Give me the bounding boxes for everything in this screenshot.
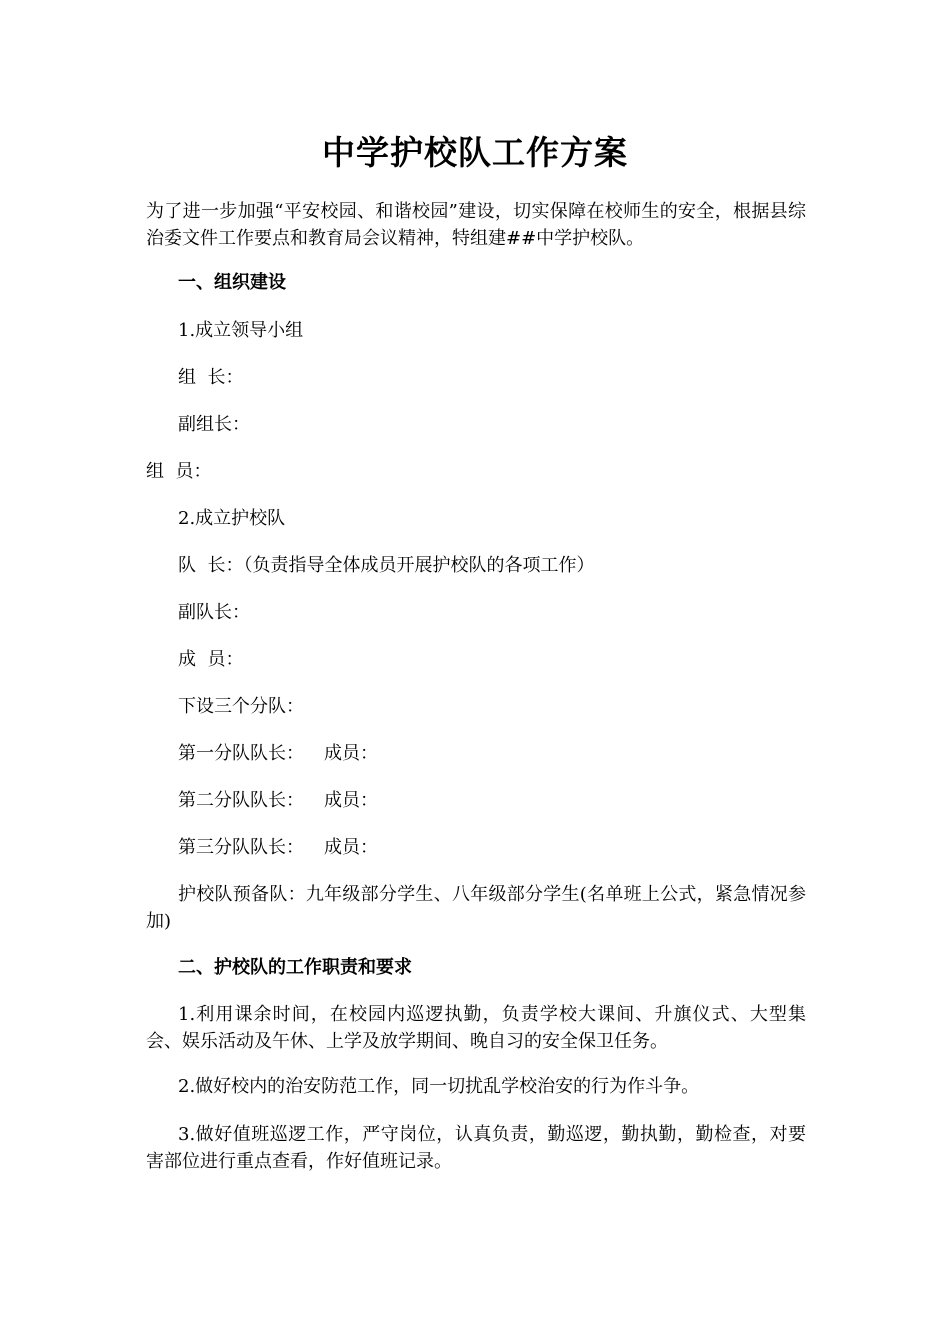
section1-heading: 一、组织建设: [178, 272, 286, 293]
document-title: 中学护校队工作方案: [322, 133, 628, 172]
section2-heading: 二、护校队的工作职责和要求: [178, 957, 412, 978]
duty-3-paragraph: 3.做好值班巡逻工作，严守岗位，认真负责，勤巡逻，勤执勤，勤检查，对要害部位进行重点查看，作好值班记录。: [146, 1124, 806, 1172]
duty-1-paragraph: 1.利用课余时间，在校园内巡逻执勤，负责学校大课间、升旗仪式、大型集会、娱乐活动及午休、上学及放学期间、晚自习的安全保卫任务。: [146, 1004, 806, 1052]
subteam-1-captain: 第一分队队长：: [178, 743, 304, 764]
subteams-intro: 下设三个分队：: [178, 696, 304, 717]
leader-field: 组 长：: [178, 367, 244, 388]
subteam-3-members: 成员：: [324, 837, 378, 858]
subteam-3-line: [178, 835, 378, 861]
subteam-2-captain: 第二分队队长：: [178, 790, 304, 811]
duty-2-paragraph: 2.做好校内的治安防范工作，同一切扰乱学校治安的行为作斗争。: [178, 1076, 700, 1097]
deputy-leader-field: 副组长：: [178, 414, 250, 435]
subteam-3-captain: 第三分队队长：: [178, 837, 304, 858]
subteam-2-members: 成员：: [324, 790, 378, 811]
team-members-field: 成 员：: [178, 649, 244, 670]
item-leadership-group: 1.成立领导小组: [178, 320, 304, 341]
item-patrol-team: 2.成立护校队: [178, 508, 286, 529]
captain-field: 队 长：（负责指导全体成员开展护校队的各项工作）: [178, 555, 595, 576]
subteam-2-line: [178, 788, 378, 814]
vice-captain-field: 副队长：: [178, 602, 250, 623]
reserve-team-paragraph: 护校队预备队：九年级部分学生、八年级部分学生(名单班上公式，紧急情况参加): [146, 884, 806, 932]
subteam-1-line: [178, 741, 378, 767]
members-field: 组 员：: [146, 461, 212, 482]
intro-paragraph: 为了进一步加强“平安校园、和谐校园”建设，切实保障在校师生的安全，根据县综治委文件工作要点和教育局会议精神，特组建##中学护校队。: [146, 201, 806, 249]
subteam-1-members: 成员：: [324, 743, 378, 764]
